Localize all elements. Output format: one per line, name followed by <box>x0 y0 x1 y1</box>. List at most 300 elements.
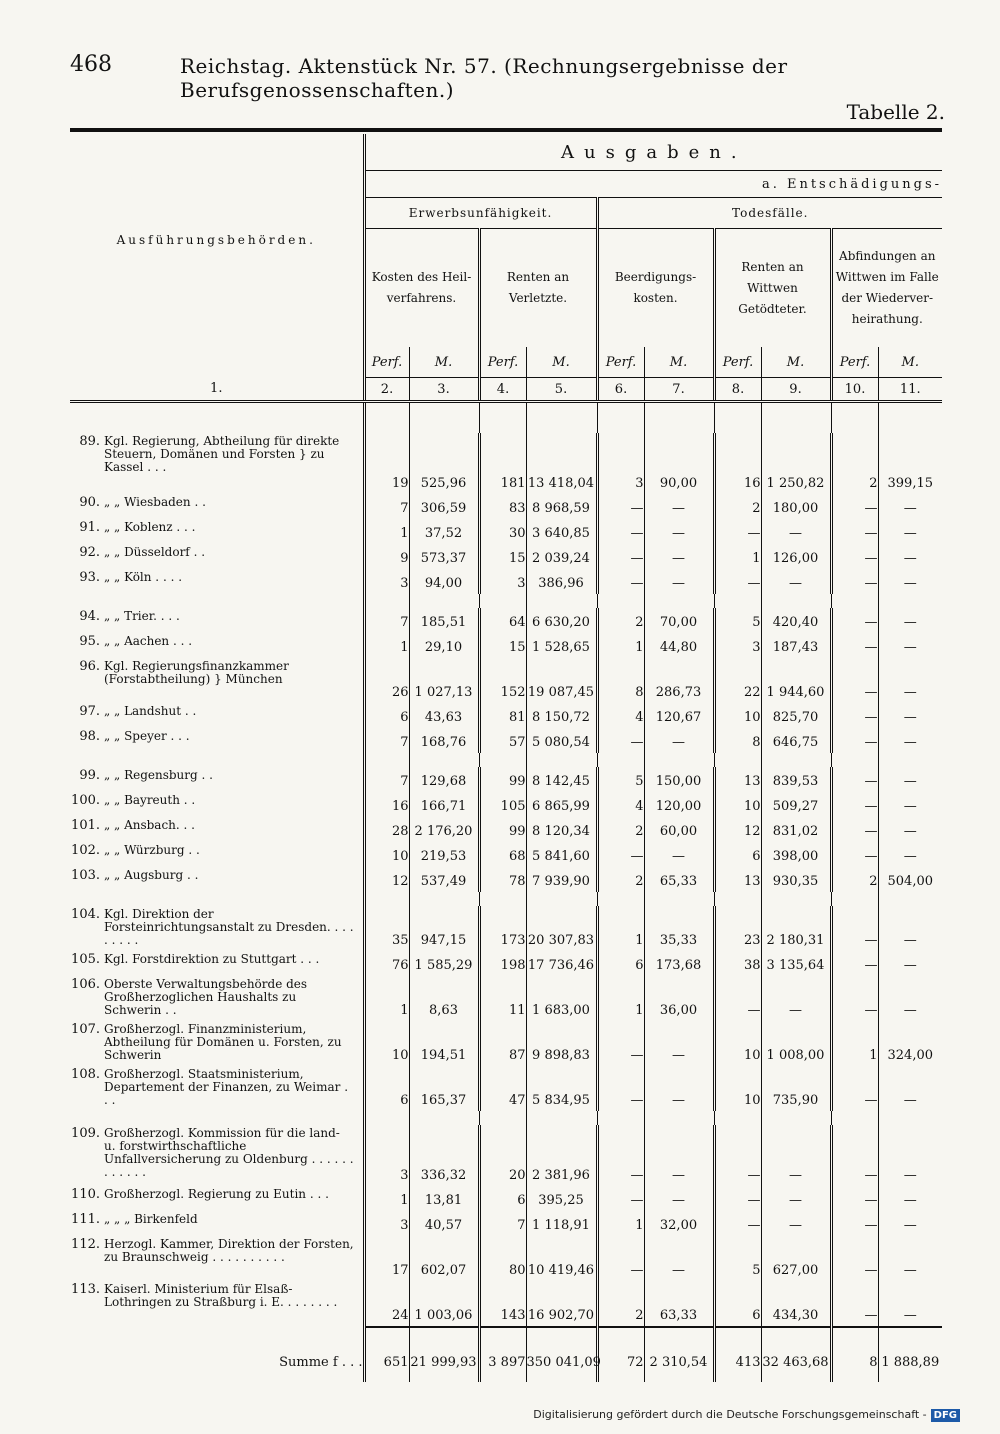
amount-cell: 1 003,06 <box>409 1281 479 1327</box>
amount-cell: — <box>761 1125 831 1186</box>
persons-cell: 1 <box>364 1186 409 1211</box>
footer-text: Digitalisierung gefördert durch die Deutsche Forschungsgemeinschaft - <box>533 1408 927 1421</box>
persons-cell: 7 <box>364 728 409 753</box>
header-kosten-heilverfahren: Kosten des Heil- verfahrens. <box>364 229 479 348</box>
amount-cell: — <box>878 1281 942 1327</box>
table-row <box>70 842 942 867</box>
sum-cell: 350 041,09 <box>526 1342 597 1382</box>
sum-cell: 651 <box>364 1342 409 1382</box>
persons-cell: — <box>831 728 878 753</box>
authority-cell <box>70 1186 364 1211</box>
spacer-cell <box>409 1327 479 1342</box>
amount-cell: 6 630,20 <box>526 608 597 633</box>
sum-cell: 413 <box>714 1342 761 1382</box>
amount-cell: 194,51 <box>409 1021 479 1066</box>
row-number: 89. <box>79 434 100 449</box>
unit-label-empty <box>70 347 364 378</box>
persons-cell: 1 <box>364 519 409 544</box>
persons-cell: 64 <box>479 608 526 633</box>
persons-cell: 30 <box>479 519 526 544</box>
amount-cell: 839,53 <box>761 767 831 792</box>
persons-cell: 13 <box>714 867 761 892</box>
persons-cell: — <box>831 608 878 633</box>
row-number: 90. <box>79 495 100 510</box>
authority-name: „ „ Ansbach. . . <box>104 818 195 832</box>
amount-cell: 395,25 <box>526 1186 597 1211</box>
authority-cell <box>70 951 364 976</box>
amount-cell: 1 528,65 <box>526 633 597 658</box>
spacer-cell <box>831 753 878 767</box>
spacer-cell <box>70 1327 364 1342</box>
amount-cell: 1 008,00 <box>761 1021 831 1066</box>
authority-cell <box>70 817 364 842</box>
header-abfindungen: Abfindungen an Wittwen im Falle der Wiederver- heirathung. <box>831 229 942 348</box>
amount-cell: 13,81 <box>409 1186 479 1211</box>
authority-name: „ „ Trier. . . . <box>104 609 180 623</box>
unit-m: M. <box>409 347 479 378</box>
amount-cell: 19 087,45 <box>526 658 597 703</box>
persons-cell: 2 <box>597 867 644 892</box>
authority-name: „ „ Aachen . . . <box>104 634 193 648</box>
row-number: 92. <box>79 545 100 560</box>
amount-cell: — <box>878 976 942 1021</box>
persons-cell: 3 <box>364 1211 409 1236</box>
spacer-cell <box>831 892 878 906</box>
spacer-cell <box>526 402 597 434</box>
row-number: 98. <box>79 729 100 744</box>
spacer-cell <box>409 753 479 767</box>
unit-pers: Perf. <box>479 347 526 378</box>
authority-cell <box>70 1281 364 1327</box>
amount-cell: — <box>644 494 714 519</box>
column-number: 6. <box>597 378 644 402</box>
amount-cell: 3 640,85 <box>526 519 597 544</box>
spacer-row <box>70 594 942 608</box>
amount-cell: 94,00 <box>409 569 479 594</box>
persons-cell: 3 <box>597 433 644 494</box>
amount-cell: — <box>644 1186 714 1211</box>
amount-cell: 434,30 <box>761 1281 831 1327</box>
authority-name: Großherzogl. Finanzministerium, Abtheilung für Domänen u. Forsten, zu Schwerin <box>104 1022 342 1062</box>
amount-cell: 29,10 <box>409 633 479 658</box>
amount-cell: 2 176,20 <box>409 817 479 842</box>
spacer-cell <box>597 1111 644 1125</box>
persons-cell: 1 <box>364 976 409 1021</box>
persons-cell: — <box>831 494 878 519</box>
row-number: 104. <box>71 907 100 922</box>
table-row <box>70 433 942 494</box>
persons-cell: 47 <box>479 1066 526 1111</box>
persons-cell: — <box>714 1125 761 1186</box>
amount-cell: 5 080,54 <box>526 728 597 753</box>
persons-cell: — <box>831 569 878 594</box>
persons-cell: 12 <box>714 817 761 842</box>
spacer-cell <box>364 594 409 608</box>
persons-cell: — <box>597 1236 644 1281</box>
amount-cell: 120,67 <box>644 703 714 728</box>
spacer-cell <box>831 1111 878 1125</box>
table-row <box>70 1236 942 1281</box>
persons-cell: 6 <box>479 1186 526 1211</box>
column-number: 8. <box>714 378 761 402</box>
spacer-cell <box>479 892 526 906</box>
persons-cell: — <box>831 906 878 951</box>
persons-cell: 16 <box>364 792 409 817</box>
row-number: 97. <box>79 704 100 719</box>
persons-cell: 7 <box>479 1211 526 1236</box>
persons-cell: 11 <box>479 976 526 1021</box>
persons-cell: — <box>714 569 761 594</box>
amount-cell: 504,00 <box>878 867 942 892</box>
persons-cell: 1 <box>714 544 761 569</box>
amount-cell: 2 039,24 <box>526 544 597 569</box>
authority-name: „ „ Köln . . . . <box>104 570 183 584</box>
amount-cell: 2 180,31 <box>761 906 831 951</box>
persons-cell: 99 <box>479 817 526 842</box>
amount-cell: — <box>878 519 942 544</box>
authority-name: „ „ „ Birkenfeld <box>104 1212 198 1226</box>
column-number: 4. <box>479 378 526 402</box>
authority-cell <box>70 1236 364 1281</box>
persons-cell: 1 <box>364 633 409 658</box>
amount-cell: 525,96 <box>409 433 479 494</box>
persons-cell: 12 <box>364 867 409 892</box>
persons-cell: 2 <box>831 433 878 494</box>
authority-cell <box>70 519 364 544</box>
persons-cell: — <box>831 1066 878 1111</box>
group-erwerbsunfaehigkeit: Erwerbsunfähigkeit. <box>364 198 597 229</box>
authority-cell <box>70 633 364 658</box>
persons-cell: 1 <box>597 1211 644 1236</box>
spacer-cell <box>364 892 409 906</box>
authority-name: „ „ Würzburg . . <box>104 843 200 857</box>
persons-cell: 10 <box>714 703 761 728</box>
spacer-cell <box>526 594 597 608</box>
authority-cell <box>70 703 364 728</box>
authority-name: „ „ Koblenz . . . <box>104 520 196 534</box>
spacer-cell <box>714 402 761 434</box>
amount-cell: 65,33 <box>644 867 714 892</box>
authority-name: Kgl. Regierung, Abtheilung für direkte Steuern, Domänen und Forsten } zu Kassel . . . <box>104 434 340 474</box>
spacer-row <box>70 1111 942 1125</box>
amount-cell: — <box>761 569 831 594</box>
persons-cell: 80 <box>479 1236 526 1281</box>
amount-cell: 420,40 <box>761 608 831 633</box>
unit-pers: Perf. <box>364 347 409 378</box>
table-row <box>70 494 942 519</box>
persons-cell: 3 <box>714 633 761 658</box>
amount-cell: 32,00 <box>644 1211 714 1236</box>
amount-cell: 36,00 <box>644 976 714 1021</box>
amount-cell: 165,37 <box>409 1066 479 1111</box>
row-number: 103. <box>71 868 100 883</box>
persons-cell: 10 <box>714 1021 761 1066</box>
persons-cell: 6 <box>364 1066 409 1111</box>
authority-name: „ „ Wiesbaden . . <box>104 495 206 509</box>
persons-cell: 6 <box>364 703 409 728</box>
spacer-cell <box>70 1111 364 1125</box>
persons-cell: 143 <box>479 1281 526 1327</box>
persons-cell: 4 <box>597 792 644 817</box>
amount-cell: 126,00 <box>761 544 831 569</box>
spacer-cell <box>409 594 479 608</box>
row-number: 94. <box>79 609 100 624</box>
amount-cell: — <box>878 1211 942 1236</box>
persons-cell: 26 <box>364 658 409 703</box>
amount-cell: — <box>878 728 942 753</box>
authority-name: Kgl. Forstdirektion zu Stuttgart . . . <box>104 952 320 966</box>
authority-name: „ „ Speyer . . . <box>104 729 190 743</box>
header-renten-wittwen: Renten an Wittwen Getödteter. <box>714 229 831 348</box>
amount-cell: 573,37 <box>409 544 479 569</box>
persons-cell: 3 <box>479 569 526 594</box>
persons-cell: — <box>597 728 644 753</box>
table-row <box>70 951 942 976</box>
amount-cell: 187,43 <box>761 633 831 658</box>
amount-cell: 180,00 <box>761 494 831 519</box>
authority-name: „ „ Landshut . . <box>104 704 197 718</box>
table-row <box>70 867 942 892</box>
authority-cell <box>70 433 364 494</box>
spacer-cell <box>364 1327 409 1342</box>
persons-cell: — <box>831 1211 878 1236</box>
row-number: 101. <box>71 818 100 833</box>
persons-cell: 3 <box>364 1125 409 1186</box>
sum-cell: 72 <box>597 1342 644 1382</box>
spacer-cell <box>526 1111 597 1125</box>
persons-cell: 105 <box>479 792 526 817</box>
spacer-cell <box>597 753 644 767</box>
amount-cell: 35,33 <box>644 906 714 951</box>
persons-cell: — <box>597 544 644 569</box>
persons-cell: 81 <box>479 703 526 728</box>
spacer-cell <box>597 892 644 906</box>
amount-cell: — <box>644 519 714 544</box>
table-row <box>70 703 942 728</box>
persons-cell: — <box>597 1186 644 1211</box>
amount-cell: 831,02 <box>761 817 831 842</box>
table-row <box>70 792 942 817</box>
amount-cell: — <box>644 842 714 867</box>
authority-cell <box>70 792 364 817</box>
amount-cell: 40,57 <box>409 1211 479 1236</box>
col-header-behoerden: Ausführungsbehörden. <box>116 233 316 247</box>
authority-name: Herzogl. Kammer, Direktion der Forsten, zu Braunschweig . . . . . . . . . . <box>104 1237 354 1264</box>
amount-cell: — <box>644 569 714 594</box>
authority-name: Kaiserl. Ministerium für Elsaß-Lothringen zu Straßburg i. E. . . . . . . . <box>104 1282 338 1309</box>
spacer-cell <box>878 594 942 608</box>
authority-name: Großherzogl. Regierung zu Eutin . . . <box>104 1187 329 1201</box>
running-title: Reichstag. Aktenstück Nr. 57. (Rechnungsergebnisse der Berufsgenossenschaften.) <box>180 54 788 102</box>
header-renten-verletzte: Renten an Verletzte. <box>479 229 597 348</box>
spacer-cell <box>831 1327 878 1342</box>
spacer-cell <box>878 402 942 434</box>
row-number: 93. <box>79 570 100 585</box>
amount-cell: — <box>761 1211 831 1236</box>
sum-cell: 1 888,89 <box>878 1342 942 1382</box>
row-number: 106. <box>71 977 100 992</box>
amount-cell: 185,51 <box>409 608 479 633</box>
sum-cell: 32 463,68 <box>761 1342 831 1382</box>
spacer-cell <box>644 892 714 906</box>
persons-cell: 28 <box>364 817 409 842</box>
header-beerdigungskosten: Beerdigungs- kosten. <box>597 229 714 348</box>
spacer-cell <box>526 892 597 906</box>
amount-cell: 1 250,82 <box>761 433 831 494</box>
column-number: 2. <box>364 378 409 402</box>
amount-cell: 168,76 <box>409 728 479 753</box>
column-number: 3. <box>409 378 479 402</box>
persons-cell: — <box>714 1211 761 1236</box>
persons-cell: 6 <box>714 1281 761 1327</box>
amount-cell: 3 135,64 <box>761 951 831 976</box>
authority-name: Großherzogl. Kommission für die land- u. forstwirthschaftliche Unfallversicherung zu Oldenburg . . . . . . . . . . . . <box>104 1126 354 1179</box>
persons-cell: — <box>831 1186 878 1211</box>
persons-cell: 17 <box>364 1236 409 1281</box>
amount-cell: 930,35 <box>761 867 831 892</box>
spacer-cell <box>644 1111 714 1125</box>
row-number: 111. <box>71 1212 100 1227</box>
amount-cell: 8 142,45 <box>526 767 597 792</box>
persons-cell: 76 <box>364 951 409 976</box>
persons-cell: — <box>714 519 761 544</box>
amount-cell: 602,07 <box>409 1236 479 1281</box>
amount-cell: — <box>878 951 942 976</box>
persons-cell: 2 <box>597 817 644 842</box>
amount-cell: 398,00 <box>761 842 831 867</box>
amount-cell: 9 898,83 <box>526 1021 597 1066</box>
persons-cell: 23 <box>714 906 761 951</box>
spacer-cell <box>878 1327 942 1342</box>
persons-cell: — <box>831 842 878 867</box>
amount-cell: — <box>878 1186 942 1211</box>
spacer-cell <box>831 402 878 434</box>
persons-cell: — <box>831 544 878 569</box>
authority-cell <box>70 1066 364 1111</box>
amount-cell: 13 418,04 <box>526 433 597 494</box>
row-number: 99. <box>79 768 100 783</box>
amount-cell: 8,63 <box>409 976 479 1021</box>
persons-cell: 38 <box>714 951 761 976</box>
amount-cell: — <box>644 1066 714 1111</box>
spacer-cell <box>644 753 714 767</box>
amount-cell: 735,90 <box>761 1066 831 1111</box>
unit-m: M. <box>878 347 942 378</box>
amount-cell: — <box>644 1125 714 1186</box>
sum-cell: 21 999,93 <box>409 1342 479 1382</box>
authority-name: Kgl. Direktion der Forsteinrichtungsanstalt zu Dresden. . . . . . . . . <box>104 907 354 947</box>
persons-cell: 7 <box>364 494 409 519</box>
unit-pers: Perf. <box>714 347 761 378</box>
amount-cell: — <box>878 1066 942 1111</box>
persons-cell: 99 <box>479 767 526 792</box>
footer-note <box>533 1408 960 1422</box>
row-number: 102. <box>71 843 100 858</box>
row-number: 108. <box>71 1067 100 1082</box>
spacer-cell <box>70 892 364 906</box>
amount-cell: 1 683,00 <box>526 976 597 1021</box>
persons-cell: 24 <box>364 1281 409 1327</box>
spacer-cell <box>479 1327 526 1342</box>
spacer-cell <box>714 753 761 767</box>
amount-cell: — <box>644 1236 714 1281</box>
persons-cell: 9 <box>364 544 409 569</box>
table-row <box>70 976 942 1021</box>
amount-cell: — <box>878 703 942 728</box>
persons-cell: 22 <box>714 658 761 703</box>
amount-cell: 166,71 <box>409 792 479 817</box>
sum-cell: 2 310,54 <box>644 1342 714 1382</box>
unit-m: M. <box>526 347 597 378</box>
persons-cell: 7 <box>364 608 409 633</box>
persons-cell: 2 <box>597 608 644 633</box>
unit-m: M. <box>644 347 714 378</box>
persons-cell: — <box>597 569 644 594</box>
amount-cell: — <box>644 1021 714 1066</box>
unit-pers: Perf. <box>597 347 644 378</box>
amount-cell: — <box>878 906 942 951</box>
amount-cell: — <box>878 817 942 842</box>
persons-cell: 10 <box>714 1066 761 1111</box>
page-number: 468 <box>70 52 112 77</box>
spacer-cell <box>409 402 479 434</box>
persons-cell: 2 <box>714 494 761 519</box>
dfg-logo: DFG <box>931 1409 960 1422</box>
spacer-cell <box>878 892 942 906</box>
persons-cell: — <box>597 842 644 867</box>
spacer-cell <box>644 1327 714 1342</box>
persons-cell: 10 <box>364 842 409 867</box>
amount-cell: — <box>878 842 942 867</box>
persons-cell: — <box>597 494 644 519</box>
amount-cell: — <box>878 494 942 519</box>
amount-cell: 150,00 <box>644 767 714 792</box>
authority-cell <box>70 767 364 792</box>
column-number: 11. <box>878 378 942 402</box>
persons-cell: 20 <box>479 1125 526 1186</box>
amount-cell: 646,75 <box>761 728 831 753</box>
spacer-cell <box>479 753 526 767</box>
persons-cell: — <box>831 1281 878 1327</box>
persons-cell: — <box>714 976 761 1021</box>
spacer-cell <box>479 1111 526 1125</box>
amount-cell: 386,96 <box>526 569 597 594</box>
amount-cell: — <box>878 569 942 594</box>
amount-cell: 627,00 <box>761 1236 831 1281</box>
persons-cell: 2 <box>831 867 878 892</box>
persons-cell: 10 <box>714 792 761 817</box>
persons-cell: 8 <box>597 658 644 703</box>
persons-cell: 19 <box>364 433 409 494</box>
spacer-cell <box>761 892 831 906</box>
amount-cell: 129,68 <box>409 767 479 792</box>
amount-cell: 8 968,59 <box>526 494 597 519</box>
amount-cell: 16 902,70 <box>526 1281 597 1327</box>
persons-cell: 35 <box>364 906 409 951</box>
amount-cell: — <box>761 519 831 544</box>
amount-cell: — <box>878 658 942 703</box>
table-body <box>70 402 942 1383</box>
spacer-cell <box>479 594 526 608</box>
persons-cell: 13 <box>714 767 761 792</box>
amount-cell: 1 027,13 <box>409 658 479 703</box>
persons-cell: 173 <box>479 906 526 951</box>
persons-cell: 1 <box>597 633 644 658</box>
spacer-cell <box>364 753 409 767</box>
amount-cell: 825,70 <box>761 703 831 728</box>
group-todesfaelle: Todesfälle. <box>597 198 942 229</box>
row-number: 95. <box>79 634 100 649</box>
